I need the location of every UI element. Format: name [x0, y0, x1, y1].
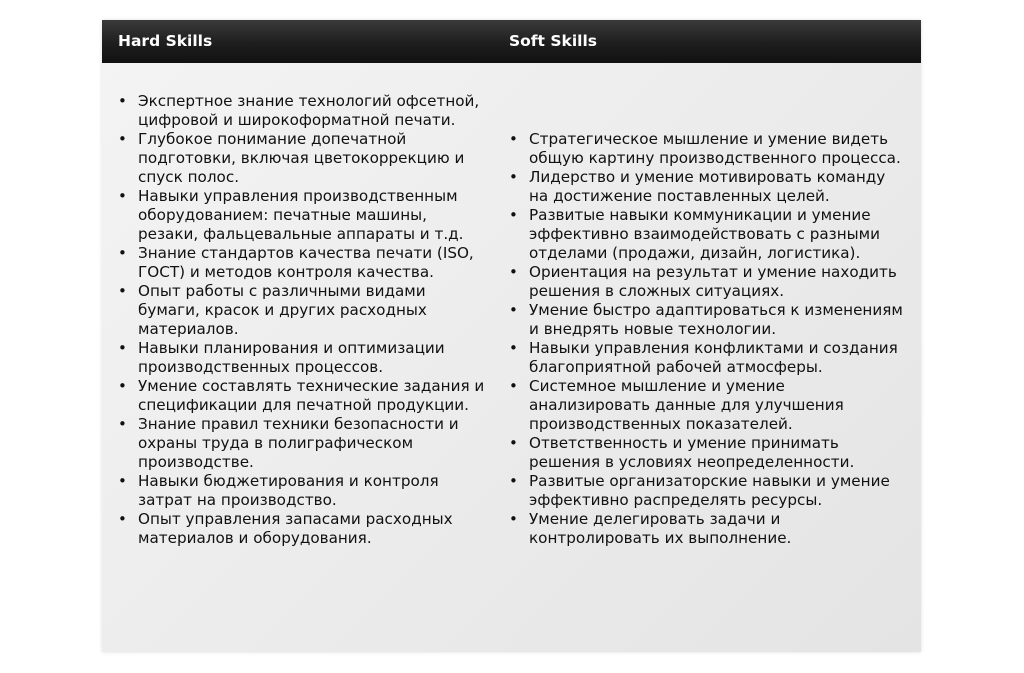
- list-item: • Знание стандартов качества печати (ISO, ГОСТ) и методов контроля качества.: [118, 244, 488, 282]
- list-item: • Стратегическое мышление и умение видеть общую картину производственного процесса.: [509, 130, 905, 168]
- list-item: • Навыки планирования и оптимизации производственных процессов.: [118, 339, 488, 377]
- soft-skills-heading: Soft Skills: [509, 32, 597, 50]
- list-item: • Ориентация на результат и умение находить решения в сложных ситуациях.: [509, 263, 905, 301]
- list-item: • Умение делегировать задачи и контролировать их выполнение.: [509, 510, 905, 548]
- list-item: • Опыт работы с различными видами бумаги, красок и других расходных материалов.: [118, 282, 488, 339]
- table-header: [102, 20, 921, 63]
- list-item: • Умение составлять технические задания и спецификации для печатной продукции.: [118, 377, 488, 415]
- list-item: • Развитые организаторские навыки и умение эффективно распределять ресурсы.: [509, 472, 905, 510]
- list-item: • Системное мышление и умение анализировать данные для улучшения производственных показателей.: [509, 377, 905, 434]
- list-item: • Лидерство и умение мотивировать команду на достижение поставленных целей.: [509, 168, 905, 206]
- hard-skills-heading: Hard Skills: [118, 32, 213, 50]
- hard-skills-list: [118, 92, 488, 548]
- list-item: • Навыки бюджетирования и контроля затрат на производство.: [118, 472, 488, 510]
- list-item: • Развитые навыки коммуникации и умение эффективно взаимодействовать с разными отделами (продажи, дизайн, логистика).: [509, 206, 905, 263]
- list-item: • Глубокое понимание допечатной подготовки, включая цветокоррекцию и спуск полос.: [118, 130, 488, 187]
- list-item: • Ответственность и умение принимать решения в условиях неопределенности.: [509, 434, 905, 472]
- skills-table: [102, 20, 921, 652]
- list-item: • Навыки управления производственным оборудованием: печатные машины, резаки, фальцевальные аппараты и т.д.: [118, 187, 488, 244]
- list-item: • Навыки управления конфликтами и создания благоприятной рабочей атмосферы.: [509, 339, 905, 377]
- list-item: • Экспертное знание технологий офсетной, цифровой и широкоформатной печати.: [118, 92, 488, 130]
- soft-skills-list: [509, 130, 905, 548]
- list-item: • Опыт управления запасами расходных материалов и оборудования.: [118, 510, 488, 548]
- list-item: • Умение быстро адаптироваться к изменениям и внедрять новые технологии.: [509, 301, 905, 339]
- list-item: • Знание правил техники безопасности и охраны труда в полиграфическом производстве.: [118, 415, 488, 472]
